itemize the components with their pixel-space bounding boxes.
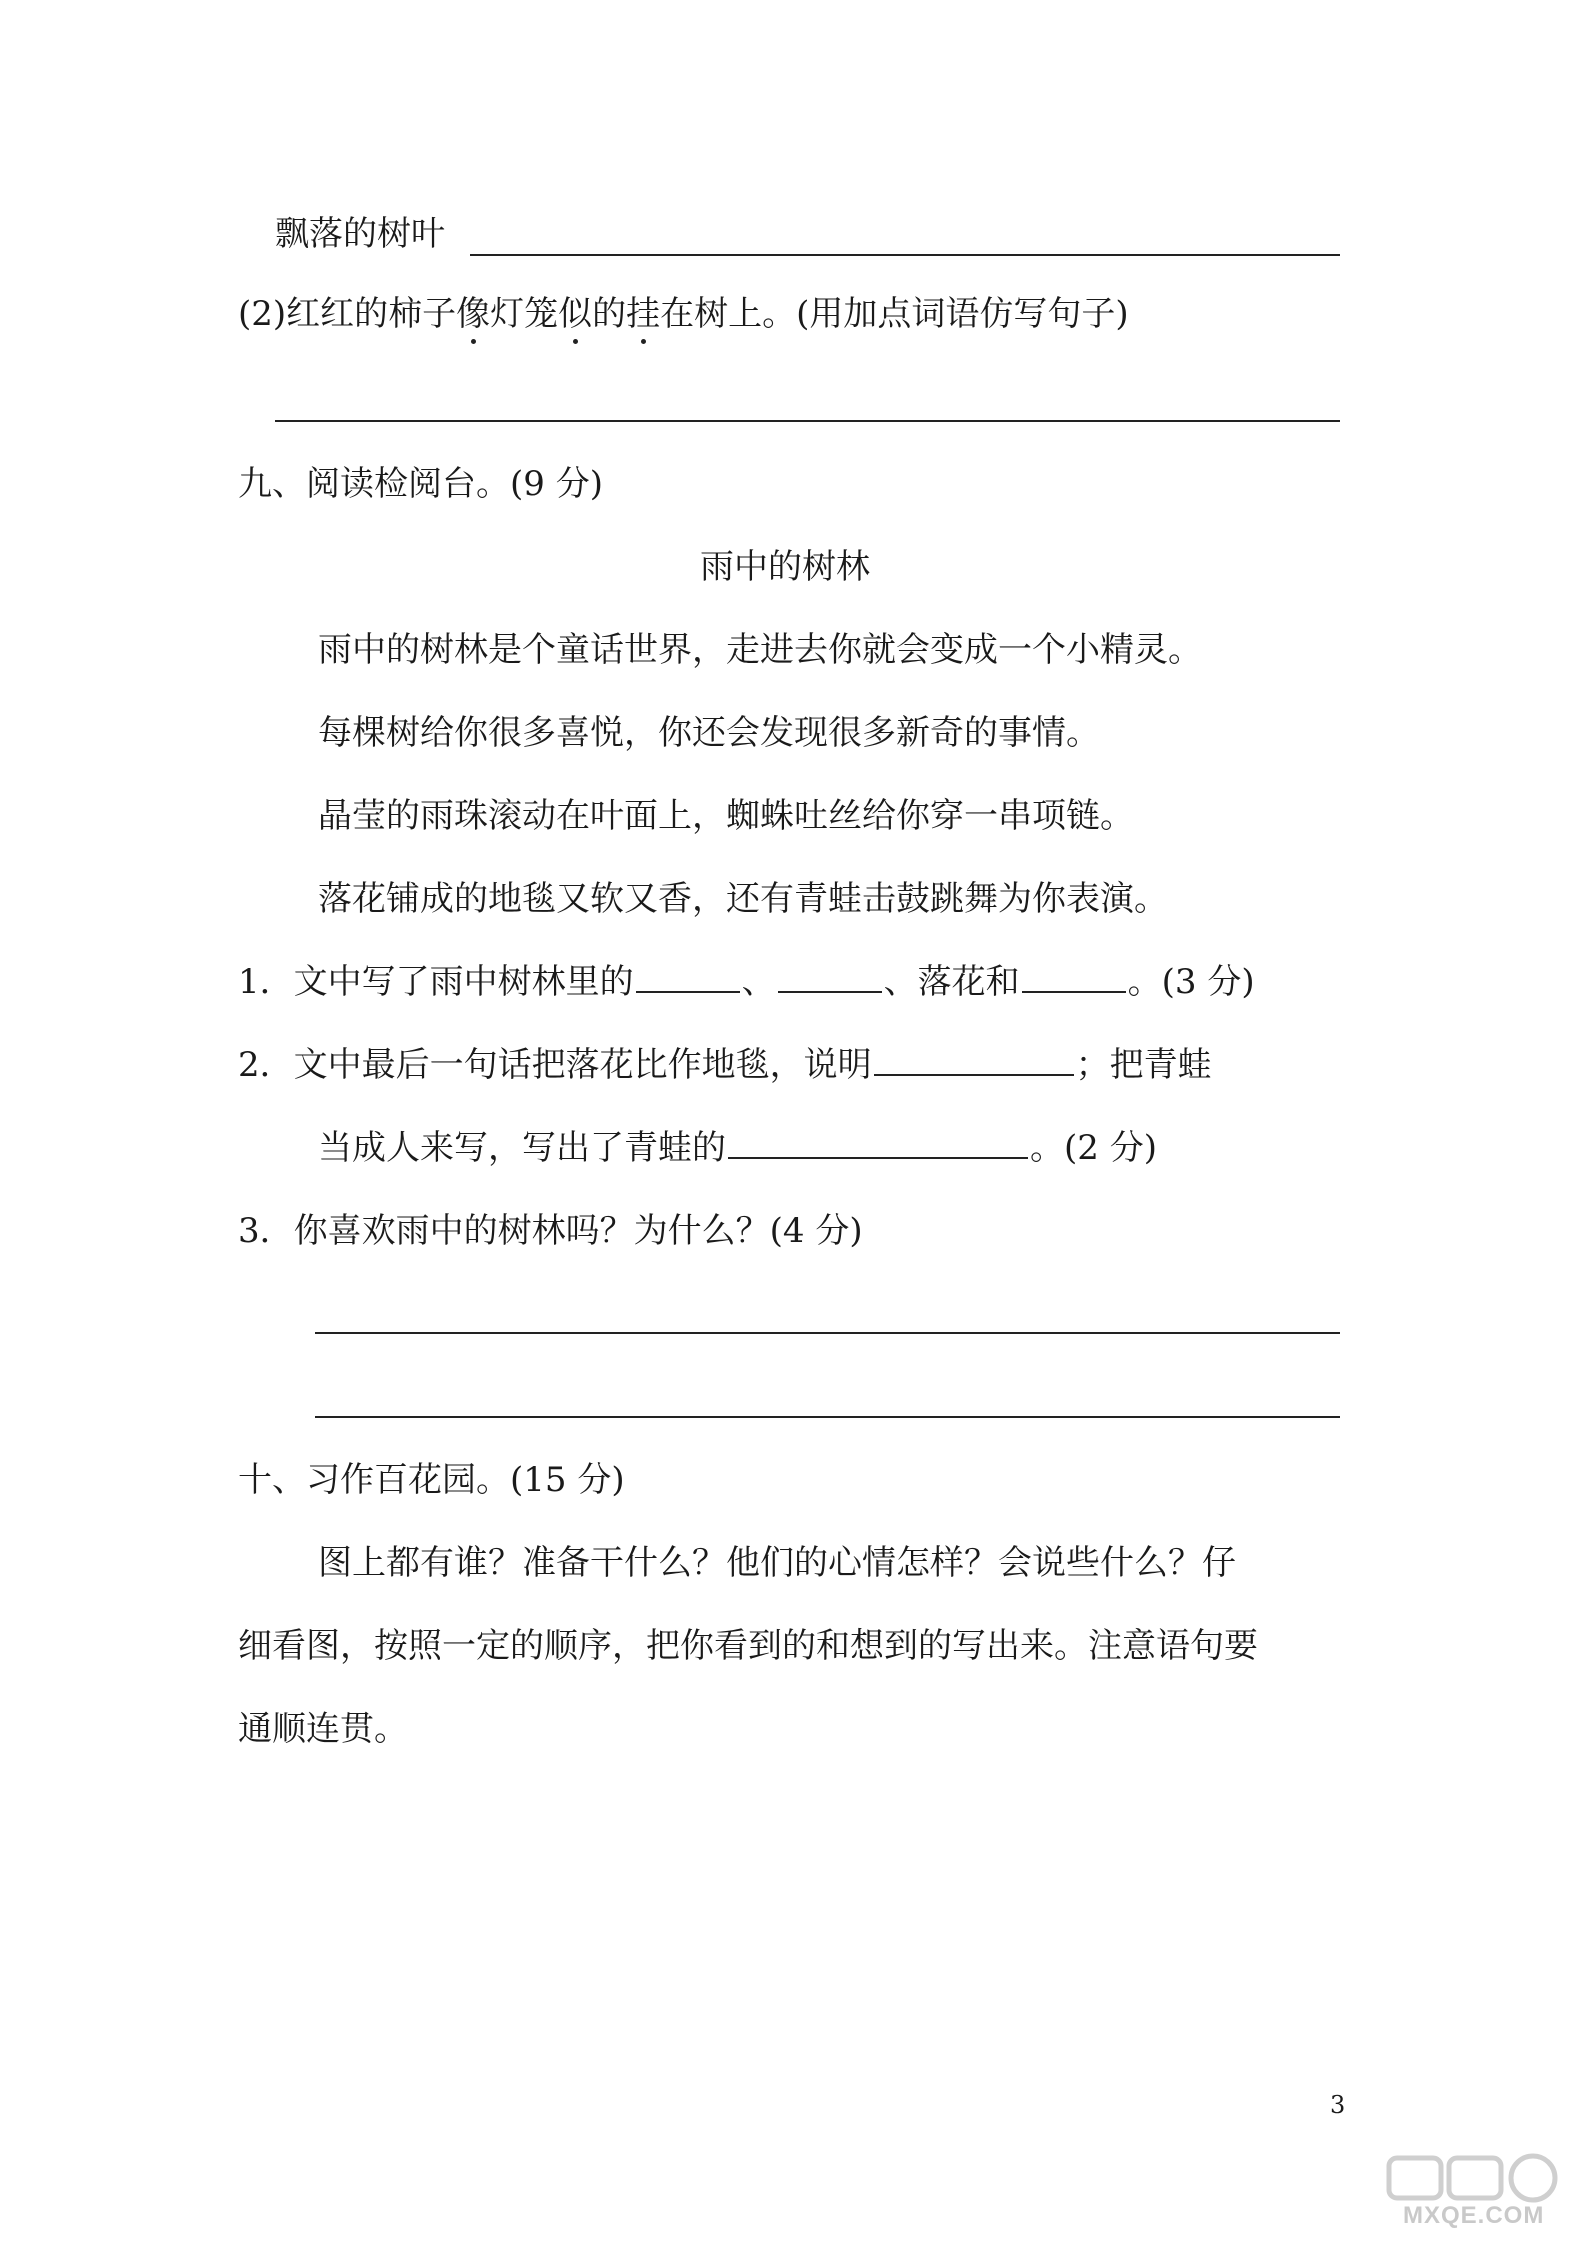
- q2-text-d: 。(2 分): [1030, 1128, 1157, 1168]
- q8-2-mid-1: 灯笼: [490, 294, 559, 334]
- poem-line-3: 晶莹的雨珠滚动在叶面上，蜘蛛吐丝给你穿一串项链。: [318, 796, 1134, 836]
- q2-text-a: 2．文中最后一句话把落花比作地毯，说明: [238, 1045, 872, 1085]
- poem-line-4: 落花铺成的地毯又软又香，还有青蛙击鼓跳舞为你表演。: [318, 879, 1168, 919]
- q8-2-answer-line[interactable]: [275, 420, 1340, 422]
- section-10-heading: 十、习作百花园。(15 分): [238, 1460, 625, 1500]
- question-3: 3．你喜欢雨中的树林吗？为什么？(4 分): [238, 1211, 863, 1251]
- q2-blank-2[interactable]: [728, 1127, 1028, 1159]
- q1-text-c: 、落花和: [883, 962, 1020, 1002]
- question-1: [238, 960, 1255, 1004]
- poem-title: 雨中的树林: [700, 547, 870, 587]
- q2-text-c: 当成人来写，写出了青蛙的: [318, 1128, 726, 1168]
- poem-line-2: 每棵树给你很多喜悦，你还会发现很多新奇的事情。: [318, 713, 1100, 753]
- dotted-char-gua: 挂: [626, 294, 661, 334]
- writing-prompt-line-3: 通顺连贯。: [238, 1709, 408, 1749]
- q1-blank-2[interactable]: [778, 961, 882, 993]
- q2-blank-1[interactable]: [874, 1044, 1074, 1076]
- q3-answer-line-1[interactable]: [315, 1332, 1340, 1334]
- prev-item-answer-line[interactable]: [470, 254, 1340, 256]
- q8-2-prompt: [238, 292, 1129, 336]
- writing-prompt-line-2: 细看图，按照一定的顺序，把你看到的和想到的写出来。注意语句要: [238, 1626, 1258, 1666]
- q1-text-b: 、: [741, 962, 776, 1002]
- poem-line-1: 雨中的树林是个童话世界，走进去你就会变成一个小精灵。: [318, 630, 1202, 670]
- q1-blank-1[interactable]: [636, 961, 740, 993]
- prev-item-label: 飘落的树叶: [275, 214, 445, 254]
- dotted-char-si: 似: [558, 294, 593, 334]
- question-2-line-1: [238, 1043, 1212, 1087]
- q1-text-a: 1．文中写了雨中树林里的: [238, 962, 634, 1002]
- q8-2-suffix: 在树上。(用加点词语仿写句子): [660, 294, 1129, 334]
- section-9-heading: 九、阅读检阅台。(9 分): [238, 464, 603, 504]
- q1-text-d: 。(3 分): [1127, 962, 1255, 1002]
- page-number: 3: [1330, 2091, 1346, 2119]
- writing-prompt-line-1: 图上都有谁？准备干什么？他们的心情怎样？会说些什么？仔: [318, 1543, 1236, 1583]
- q8-2-mid-2: 的: [592, 294, 627, 334]
- q3-answer-line-2[interactable]: [315, 1416, 1340, 1418]
- watermark-url: MXQE.COM: [1403, 2202, 1545, 2229]
- dotted-char-xiang: 像: [456, 294, 491, 334]
- q1-blank-3[interactable]: [1022, 961, 1126, 993]
- q8-2-prefix: (2)红红的柿子: [238, 294, 457, 334]
- q2-text-b: ；把青蛙: [1075, 1045, 1212, 1085]
- question-2-line-2: [318, 1126, 1157, 1170]
- watermark-logo: [1385, 2150, 1575, 2230]
